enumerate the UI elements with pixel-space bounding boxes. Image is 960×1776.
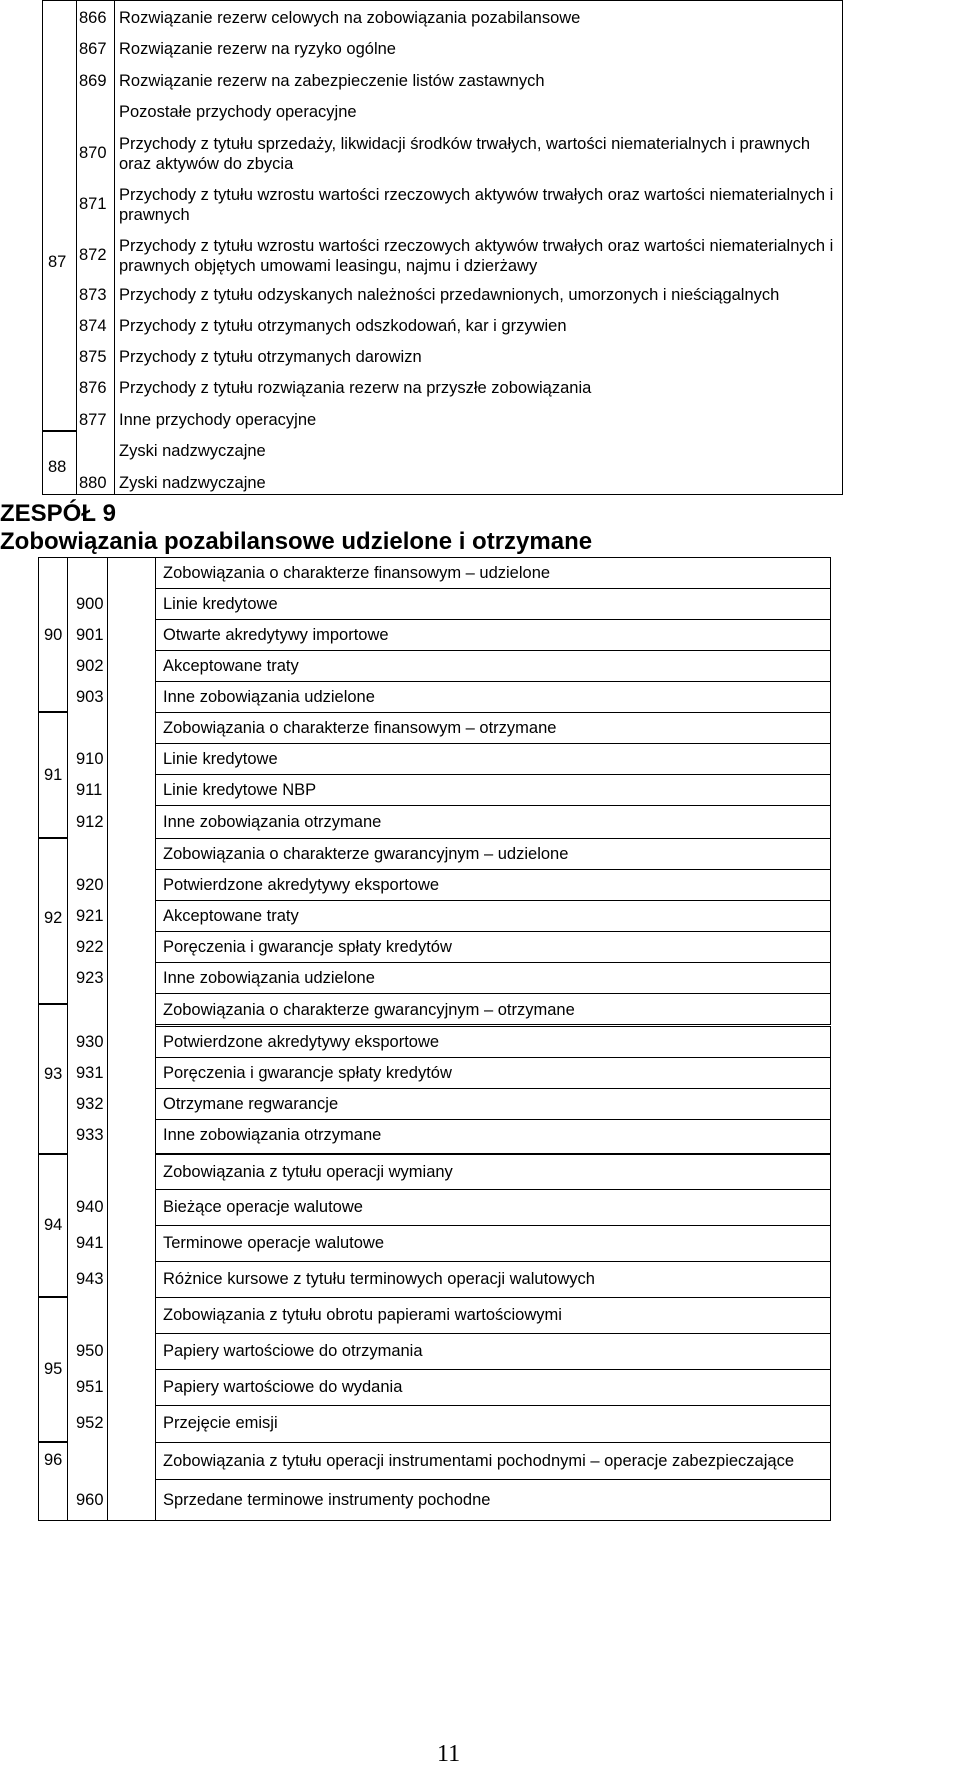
- account-label: Inne zobowiązania otrzymane: [163, 813, 382, 831]
- account-code: 922: [76, 938, 104, 956]
- group-code: 90: [44, 626, 63, 644]
- group-code: 95: [44, 1360, 63, 1378]
- account-code: 911: [76, 781, 103, 799]
- account-label: Przychody z tytułu wzrostu wartości rzeczowych aktywów trwałych oraz wartości niematerialnych i prawnych objętych umowami leasingu, najmu i dzierżawy: [119, 237, 834, 275]
- account-code: 901: [76, 626, 104, 644]
- account-label: Rozwiązanie rezerw na ryzyko ogólne: [119, 40, 396, 58]
- account-label: Otwarte akredytywy importowe: [163, 626, 389, 644]
- account-code: 872: [79, 246, 107, 264]
- account-code: 867: [79, 40, 107, 58]
- account-code: 940: [76, 1198, 104, 1216]
- account-label: Poręczenia i gwarancje spłaty kredytów: [163, 1064, 452, 1082]
- account-code: 923: [76, 969, 104, 987]
- account-code: 930: [76, 1033, 104, 1051]
- account-code: 873: [79, 286, 107, 304]
- account-label: Poręczenia i gwarancje spłaty kredytów: [163, 938, 452, 956]
- account-code: 902: [76, 657, 104, 675]
- group-code: 96: [44, 1451, 63, 1469]
- account-label: Przychody z tytułu sprzedaży, likwidacji środków trwałych, wartości niematerialnych i prawnych oraz aktywów do zbycia: [119, 135, 811, 173]
- account-code: 870: [79, 144, 107, 162]
- spacer-column: [107, 557, 156, 1521]
- account-label: Przychody z tytułu otrzymanych darowizn: [119, 348, 422, 366]
- account-label: Inne zobowiązania udzielone: [163, 688, 375, 706]
- account-code: 866: [79, 9, 107, 27]
- group-code: 93: [44, 1065, 63, 1083]
- account-code: 943: [76, 1270, 104, 1288]
- account-code: 931: [76, 1064, 104, 1082]
- section-subtitle: Zobowiązania pozabilansowe udzielone i otrzymane: [0, 528, 593, 555]
- account-label: Linie kredytowe: [163, 595, 278, 613]
- account-code: 933: [76, 1126, 104, 1144]
- account-label: Zobowiązania o charakterze finansowym – udzielone: [163, 564, 551, 582]
- account-code: 903: [76, 688, 104, 706]
- section-title: ZESPÓŁ 9: [0, 500, 117, 527]
- account-code: 912: [76, 813, 104, 831]
- account-code: 877: [79, 411, 107, 429]
- account-label: Zobowiązania o charakterze gwarancyjnym – otrzymane: [163, 1001, 575, 1019]
- account-code: 875: [79, 348, 107, 366]
- account-code: 876: [79, 379, 107, 397]
- account-label: Akceptowane traty: [163, 657, 299, 675]
- account-code: 869: [79, 72, 107, 90]
- account-label: Inne zobowiązania otrzymane: [163, 1126, 382, 1144]
- group-code: 94: [44, 1216, 63, 1234]
- group-code: 92: [44, 909, 63, 927]
- account-label: Zobowiązania z tytułu operacji instrumentami pochodnymi – operacje zabezpieczające: [163, 1452, 795, 1470]
- account-label: Linie kredytowe: [163, 750, 278, 768]
- account-label: Przychody z tytułu odzyskanych należności przedawnionych, umorzonych i nieściągalnych: [119, 286, 780, 304]
- account-label: Rozwiązanie rezerw na zabezpieczenie listów zastawnych: [119, 72, 545, 90]
- account-code: 952: [76, 1414, 104, 1432]
- account-code: 910: [76, 750, 104, 768]
- account-label: Zobowiązania o charakterze gwarancyjnym – udzielone: [163, 845, 569, 863]
- account-code: 921: [76, 907, 104, 925]
- account-code: 900: [76, 595, 104, 613]
- account-code: 871: [79, 195, 107, 213]
- group-code: 87: [48, 253, 67, 271]
- account-code: 920: [76, 876, 104, 894]
- account-label: Otrzymane regwarancje: [163, 1095, 339, 1113]
- account-label: Przejęcie emisji: [163, 1414, 278, 1432]
- account-label: Potwierdzone akredytywy eksportowe: [163, 1033, 440, 1051]
- account-label: Akceptowane traty: [163, 907, 299, 925]
- account-label: Rozwiązanie rezerw celowych na zobowiązania pozabilansowe: [119, 9, 581, 27]
- account-label: Zobowiązania z tytułu obrotu papierami wartościowymi: [163, 1306, 562, 1324]
- account-label: Różnice kursowe z tytułu terminowych operacji walutowych: [163, 1270, 595, 1288]
- account-label: Pozostałe przychody operacyjne: [119, 103, 357, 121]
- account-label: Przychody z tytułu rozwiązania rezerw na przyszłe zobowiązania: [119, 379, 592, 397]
- account-label: Zyski nadzwyczajne: [119, 442, 266, 460]
- group-code: 91: [44, 766, 63, 784]
- account-label: Przychody z tytułu otrzymanych odszkodowań, kar i grzywien: [119, 317, 567, 335]
- account-label: Zobowiązania z tytułu operacji wymiany: [163, 1163, 453, 1181]
- account-label: Potwierdzone akredytywy eksportowe: [163, 876, 440, 894]
- account-label: Bieżące operacje walutowe: [163, 1198, 363, 1216]
- account-code: 932: [76, 1095, 104, 1113]
- account-label: Inne zobowiązania udzielone: [163, 969, 375, 987]
- group-87-cell: [42, 0, 77, 431]
- account-code: 960: [76, 1491, 104, 1509]
- account-code: 880: [79, 474, 107, 492]
- account-code: 950: [76, 1342, 104, 1360]
- account-label: Inne przychody operacyjne: [119, 411, 317, 429]
- account-code: 941: [76, 1234, 104, 1252]
- account-label: Zobowiązania o charakterze finansowym – otrzymane: [163, 719, 557, 737]
- account-label: Papiery wartościowe do otrzymania: [163, 1342, 423, 1360]
- account-label: Sprzedane terminowe instrumenty pochodne: [163, 1491, 491, 1509]
- account-label: Papiery wartościowe do wydania: [163, 1378, 403, 1396]
- account-label: Zyski nadzwyczajne: [119, 474, 266, 492]
- account-label: Terminowe operacje walutowe: [163, 1234, 385, 1252]
- account-label: Przychody z tytułu wzrostu wartości rzeczowych aktywów trwałych oraz wartości niematerialnych i prawnych: [119, 186, 834, 224]
- page-number: 11: [437, 1741, 461, 1767]
- account-label: Linie kredytowe NBP: [163, 781, 317, 799]
- account-code: 951: [76, 1378, 104, 1396]
- group-code: 88: [48, 458, 67, 476]
- account-code: 874: [79, 317, 107, 335]
